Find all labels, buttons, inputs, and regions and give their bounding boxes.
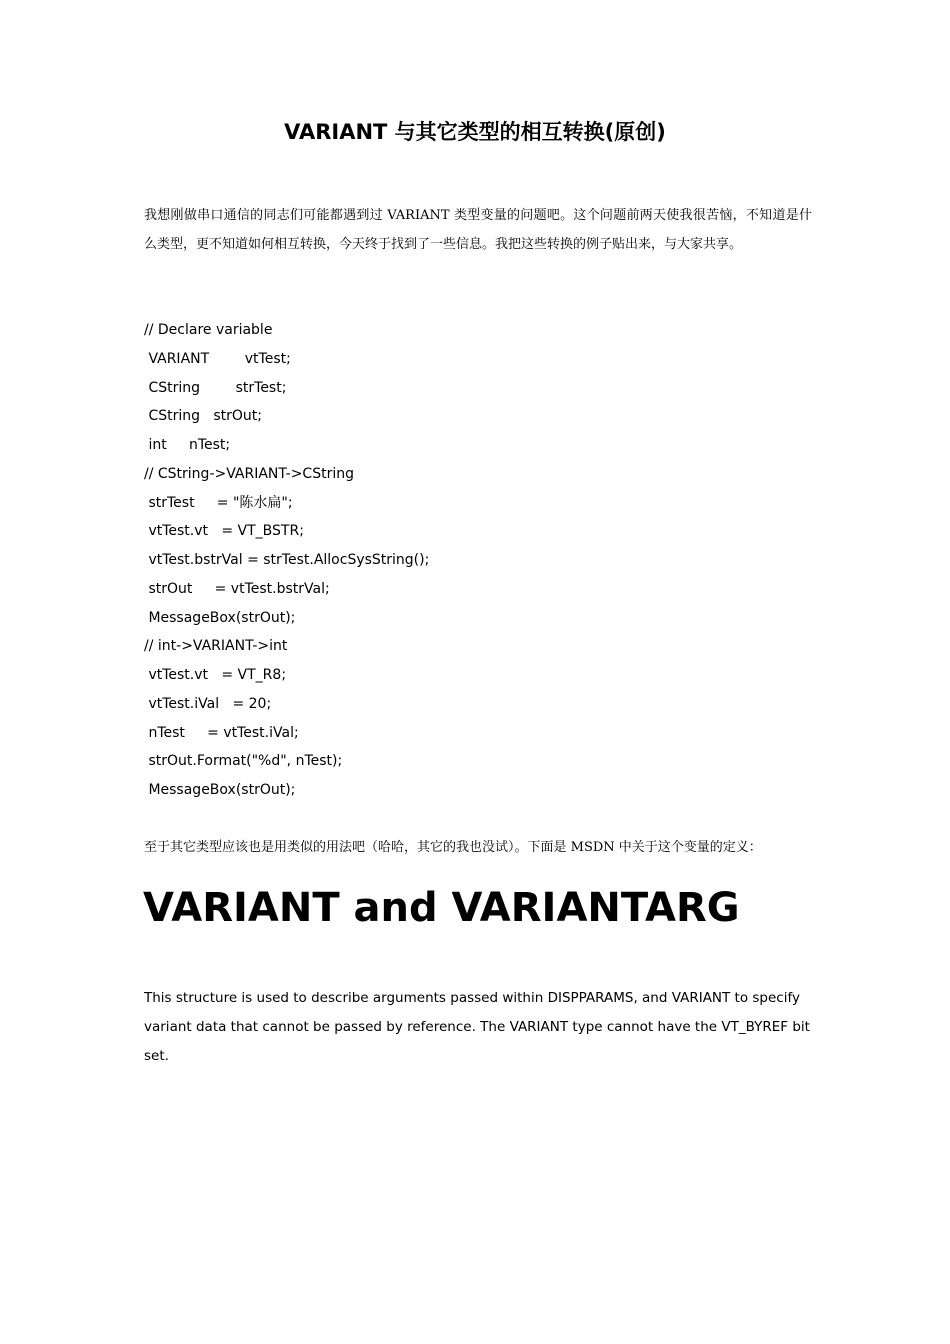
code-block <box>144 316 812 805</box>
section-heading: VARIANT and VARIANTARG <box>143 885 740 931</box>
code-line: CString strOut; <box>144 408 262 425</box>
code-line: strOut = vtTest.bstrVal; <box>144 580 330 597</box>
code-line: MessageBox(strOut); <box>144 782 296 798</box>
code-line: strOut.Format("%d", nTest); <box>144 753 343 770</box>
code-line: MessageBox(strOut); <box>144 609 296 626</box>
code-line: vtTest.vt = VT_BSTR; <box>144 523 304 540</box>
code-line: vtTest.vt = VT_R8; <box>144 667 287 683</box>
code-line: // CString->VARIANT->CString <box>144 465 354 482</box>
code-line: VARIANT vtTest; <box>144 350 291 367</box>
intro-paragraph: 我想刚做串口通信的同志们可能都遇到过 VARIANT 类型变量的问题吧。这个问题前两天使我很苦恼，不知道是什么类型，更不知道如何相互转换，今天终于找到了一些信息。我把这些转换的例子贴出来，与大家共享。 <box>144 208 812 252</box>
description-paragraph: This structure is used to describe arguments passed within DISPPARAMS, and VARIANT to specify variant data that cannot be passed by reference. The VARIANT type cannot have the VT_BYREF bit set. <box>144 990 810 1064</box>
code-line: vtTest.bstrVal = strTest.AllocSysString(); <box>144 552 430 568</box>
code-line: CString strTest; <box>144 379 287 396</box>
code-line: vtTest.iVal = 20; <box>144 695 272 712</box>
code-line: nTest = vtTest.iVal; <box>144 724 299 741</box>
code-line: // Declare variable <box>144 322 273 338</box>
code-line: strTest = "陈水扁"; <box>144 494 293 511</box>
outro-paragraph: 至于其它类型应该也是用类似的用法吧（哈哈，其它的我也没试）。下面是 MSDN 中关于这个变量的定义： <box>144 840 762 855</box>
document-title: VARIANT 与其它类型的相互转换(原创) <box>284 120 666 144</box>
code-line: // int->VARIANT->int <box>144 638 288 655</box>
code-line: int nTest; <box>144 437 231 453</box>
